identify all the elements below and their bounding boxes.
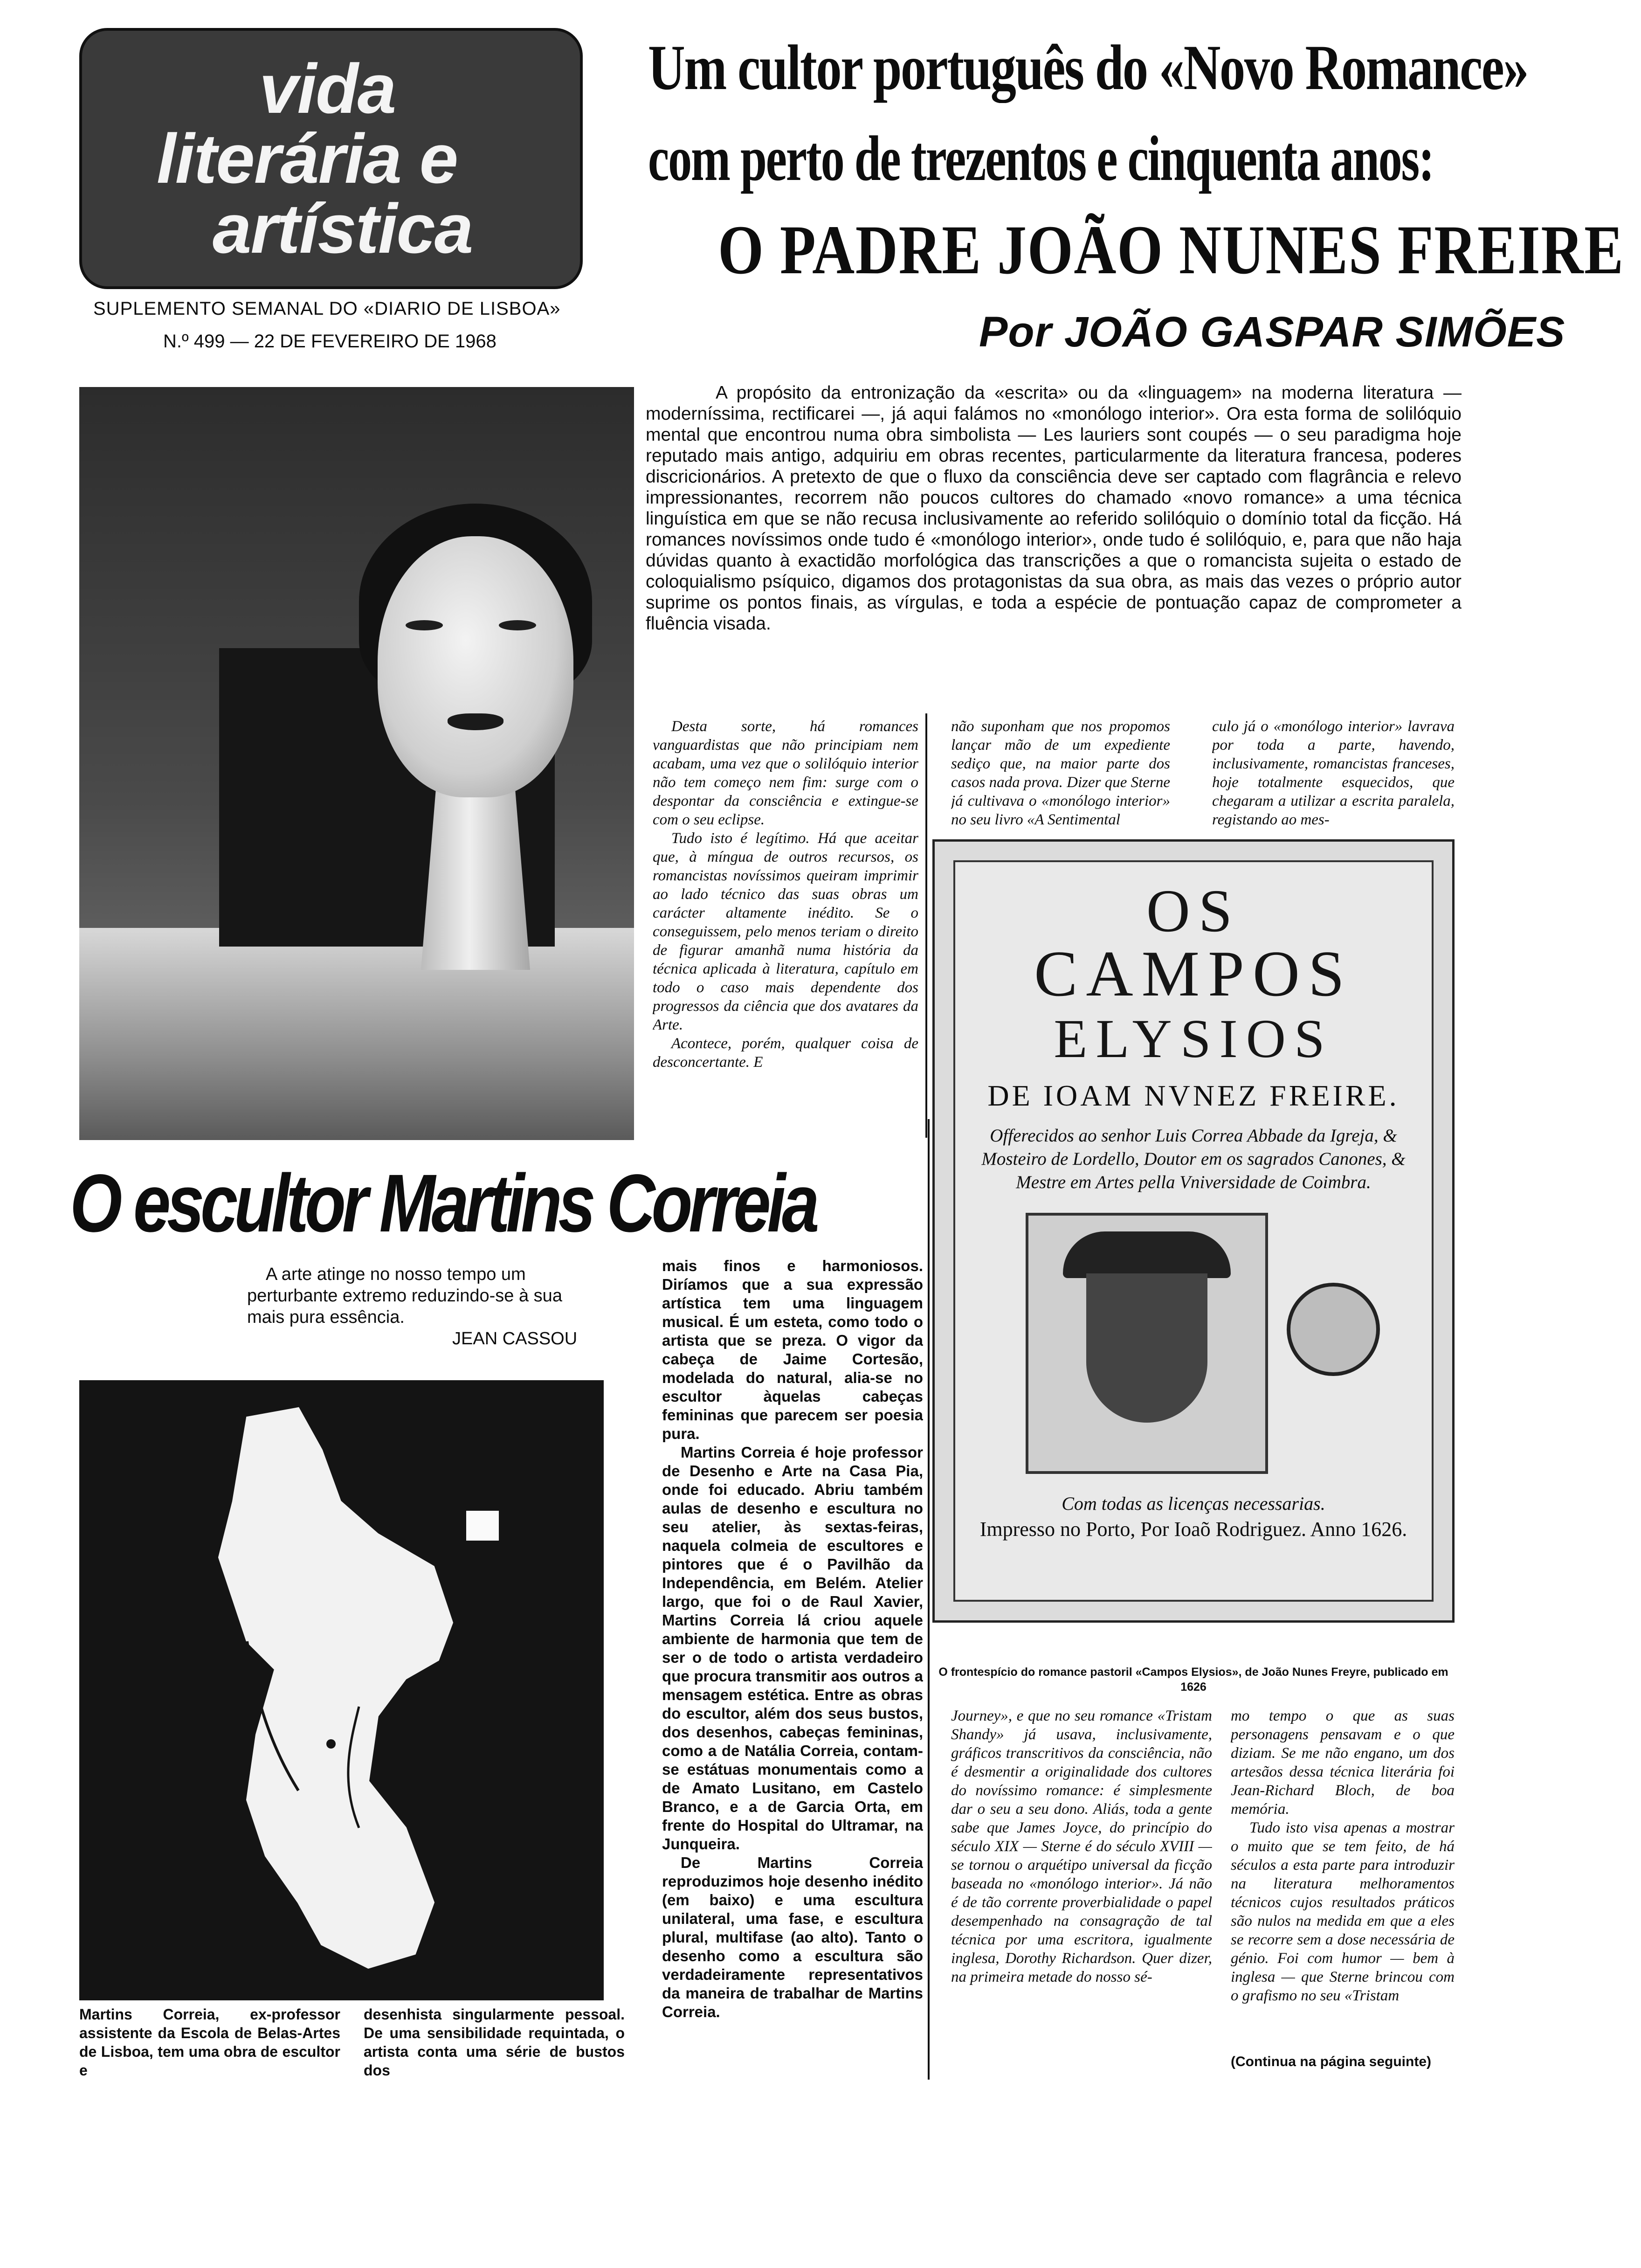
book-title-page-photo (932, 839, 1455, 1623)
supplement-label: SUPLEMENTO SEMANAL DO «DIARIO DE LISBOA» (93, 298, 561, 319)
section-title: O escultor Martins Correia (70, 1158, 816, 1249)
epigraph-author: JEAN CASSOU (452, 1329, 578, 1348)
article-column (1231, 1707, 1455, 2033)
sculpture-face (378, 536, 573, 797)
column-rule (928, 1119, 930, 2080)
paragraph: Tudo isto visa apenas a mostrar o muito que se tem feito, de há séculos a esta parte para introduzir na literatura melhoramentos técnicos cujos resultados práticos são nulos na medida em que a eles se recorre sem a dose necessária de génio. Foi com humor — bem à inglesa — que Sterne brincou com o grafismo no seu «Tristam (1231, 1819, 1455, 2004)
drawing-square (466, 1511, 499, 1541)
title-page-line: OS (1146, 878, 1241, 945)
paragraph: culo já o «monólogo interior» lavrava por toda a parte, havendo, inclusivamente, romancistas franceses, hoje totalmente esquecidos, que chegaram a utilizar a escrita paralela, registando ao mes- (1212, 718, 1455, 828)
paragraph: Tudo isto é legítimo. Há que aceitar que, à míngua de outros recursos, os romancistas novíssimos queiram imprimir ao lado técnico das suas obras um carácter altamente inédito. Se o conseguissem, pelo menos teriam o direito de figurar amanhã numa história da técnica aplicada à literatura, capítulo em todo o caso mais dependente dos progressos da ciência que dos avatares da Arte. (653, 830, 918, 1033)
sculpture-mouth (448, 713, 503, 730)
headline-line: com perto de trezentos e cinquenta anos: (648, 123, 1434, 194)
paragraph: não suponham que nos propomos lançar mão de um expediente sediço que, na maior parte dos casos nada prova. Dizer que Sterne já cultivava o «monólogo interior» no seu livro «A Sentimental (951, 718, 1170, 828)
coat-of-arms (1026, 1213, 1361, 1474)
photo-caption: O frontespício do romance pastoril «Campos Elysios», de João Nunes Freyre, publicado em 1626 (938, 1666, 1448, 1694)
masthead-line: vida (259, 49, 396, 128)
crest-hat (1063, 1231, 1231, 1278)
caption-text: desenhista singularmente pessoal. De uma sensibilidade requintada, o artista conta uma série de bustos dos (364, 2006, 625, 2079)
drawing-figure (79, 1380, 604, 2000)
paragraph: Journey», e que no seu romance «Tristam Shandy» já usava, inclusivamente, gráficos transcritivos da consciência, não é desmentir a originalidade dos cultores do novíssimo romance: é simplesmente dar o seu a seu dono. Aliás, toda a gente sabe que James Joyce, do princípio do século XIX — Sterne é do século XVIII — se tornou o arquétipo universal da ficção baseada no «monólogo interior». Já não é de tão corrente proverbialidade o papel desempenhado na consagração de tal técnica por uma escritora, igualmente inglesa, Dorothy Richardson. Quer dizer, na primeira metade do nosso sé- (951, 1708, 1212, 1985)
title-page-dedication: Offerecidos ao senhor Luis Correa Abbade da Igreja, & Mosteiro de Lordello, Doutor em os sagrados Canones, & Mestre em Artes pella Vniversidade de Coimbra. (981, 1126, 1406, 1192)
article-column (662, 1257, 923, 2082)
sculpture-eye (406, 620, 443, 630)
masthead-line: artística (213, 189, 473, 268)
crest-shield (1086, 1273, 1207, 1423)
paragraph: mo tempo o que as suas personagens pensavam e o que diziam. Se me não engano, um dos artesãos dessa técnica literária foi Jean-Richard Bloch, de boa memória. (1231, 1708, 1455, 1818)
epigraph: A arte atinge no nosso tempo um perturbante extremo reduzindo-se à sua mais pura essência. (247, 1265, 562, 1327)
title-page-line: CAMPOS (1034, 938, 1353, 1010)
title-page-license: Com todas as licenças necessarias. (1062, 1493, 1325, 1514)
title-page-imprint: Impresso no Porto, Por Ioaõ Rodriguez. Anno 1626. (979, 1518, 1407, 1541)
paragraph: Desta sorte, há romances vanguardistas que não principiam nem acabam, uma vez que o solilóquio interior não tem começo nem fim: surge com o despontar da consciência e extingue-se com o seu eclipse. (653, 718, 918, 828)
masthead-line: literária e (157, 119, 458, 198)
headline-line: Um cultor português do «Novo Romance» (648, 32, 1528, 103)
library-stamp (1287, 1283, 1380, 1376)
article-column (653, 717, 918, 1137)
article-column (951, 717, 1170, 829)
issue-date: N.º 499 — 22 DE FEVEREIRO DE 1968 (163, 331, 496, 352)
title-page-border (953, 860, 1434, 1602)
paragraph: Acontece, porém, qualquer coisa de desconcertante. E (653, 1035, 918, 1071)
continued-note: (Continua na página seguinte) (1231, 2054, 1432, 2069)
caption-text: Martins Correia, ex-professor assistente da Escola de Belas-Artes de Lisboa, tem uma obra de escultor e (79, 2006, 340, 2079)
paragraph: mais finos e harmoniosos. Diríamos que a sua expressão artística tem uma linguagem musical. É um esteta, como todo o artista que se preza. O vigor da cabeça de Jaime Cortesão, modelada do natural, alia-se no escultor àquelas cabeças femininas que parecem ser poesia pura. (662, 1257, 923, 1442)
title-page-line: ELYSIOS (1054, 1008, 1333, 1069)
photo-shelf (79, 928, 634, 1140)
sculpture-drawing-photo (79, 1380, 604, 2000)
article-column (951, 1707, 1212, 2080)
paragraph: De Martins Correia reproduzimos hoje desenho inédito (em baixo) e uma escultura unilateral, uma fase, e escultura plural, multifase (ao alto). Tanto o desenho como a escultura são verdadeiramente representativos da maneira de trabalhar de Martins Correia. (662, 1854, 923, 2020)
sculpture-head-photo (79, 387, 634, 1140)
article-column (1212, 717, 1455, 829)
article-intro: A propósito da entronização da «escrita» ou da «linguagem» na moderna literatura — moderníssima, rectificarei —, já aqui falámos no «monólogo interior». Ora esta forma de solilóquio mental que encontrou numa obra simbolista — Les lauriers sont coupés — o seu paradigma hoje reputado mais antigo, adquiriu em obras recentes, particularmente da literatura francesa, poderes discricionários. A pretexto de que o fluxo da consciência deve ser captado com flagrância e relevo impressionantes, recorrem não poucos cultores do chamado «novo romance» a uma técnica linguística em que se não recusa inclusivamente ao referido solilóquio o domínio total da ficção. Há romances novíssimos onde tudo é «monólogo interior», onde tudo é solilóquio, e, para que não haja dúvidas quanto à exactidão morfológica das transcrições a que o romancista sujeita o estado de coloquialismo psíquico, digamos dos protagonistas da sua obra, as mais das vezes o próprio autor suprime os pontos finais, as vírgulas, e toda a espécie de pontuação capaz de comprometer a fluência visada. (646, 383, 1462, 634)
byline: Por JOÃO GASPAR SIMÕES (979, 308, 1565, 356)
paragraph: Martins Correia é hoje professor de Desenho e Arte na Casa Pia, onde foi educado. Abriu também aulas de desenho e escultura no seu atelier, às sextas-feiras, naquela colmeia de escultores e pintores que é o Pavilhão da Independência, em Belém. Atelier largo, que foi o de Raul Xavier, Martins Correia lá criou aquele ambiente de harmonia que tem de ser o de todo o artista verdadeiro que procura transmitir aos outros a mensagem estética. Entre as obras do escultor, além dos seus bustos, dos desenhos, cabeças femininas, como a de Natália Correia, contam-se estátuas monumentais como a de Amato Lusitano, em Castelo Branco, e a de Garcia Orta, em frente do Hospital do Ultramar, na Junqueira. (662, 1444, 923, 1853)
drawing-dot (326, 1739, 336, 1749)
headline-line: O PADRE JOÃO NUNES FREIRE (718, 211, 1624, 289)
column-rule (925, 713, 927, 1138)
drawing-torso (219, 1408, 452, 1968)
masthead-logo (79, 28, 583, 289)
title-page-author: DE IOAM NVNEZ FREIRE. (987, 1079, 1400, 1112)
sculpture-eye (499, 620, 536, 630)
